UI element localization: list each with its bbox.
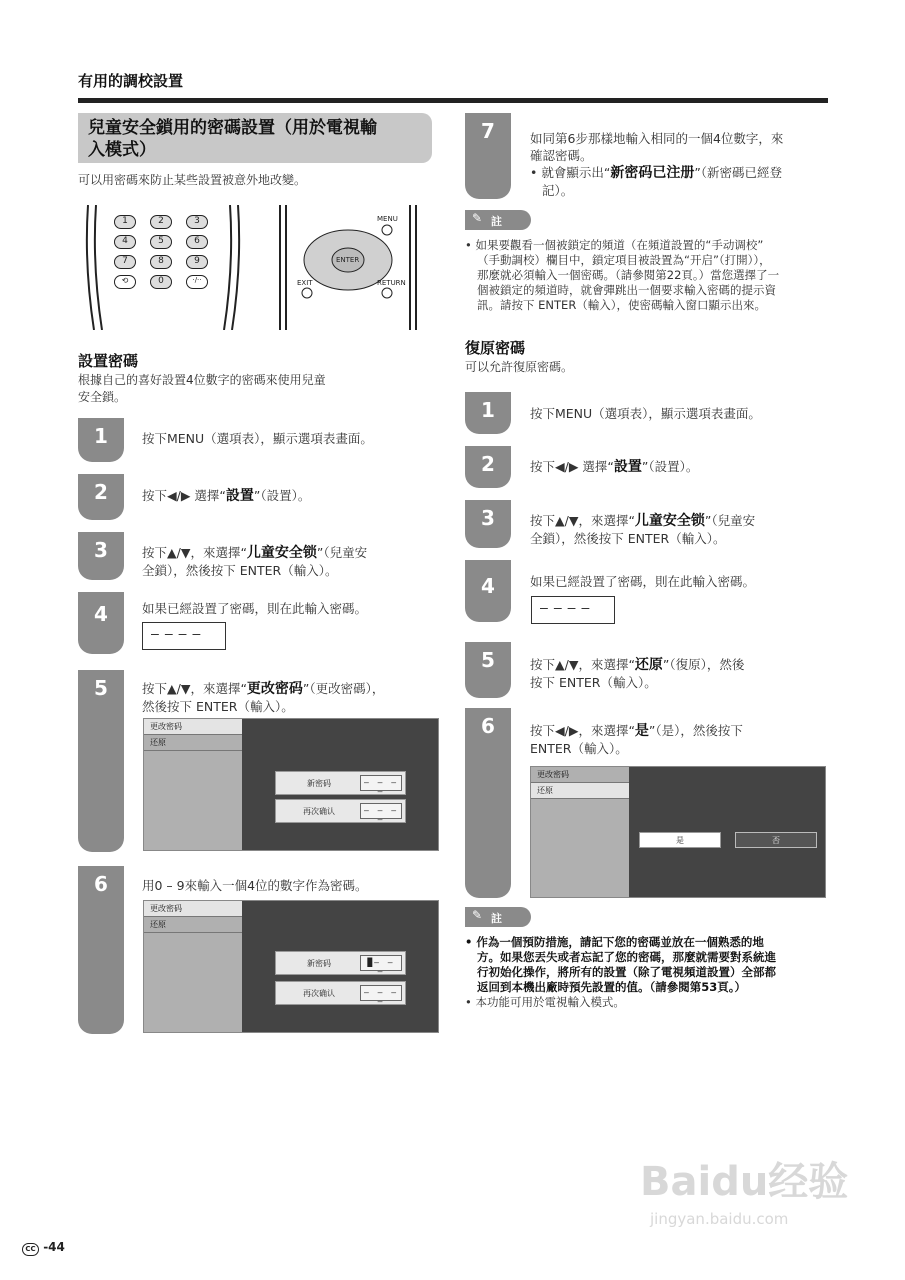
key-9[interactable]: 9 (186, 255, 208, 269)
left-step-4-text: 如果已經設置了密碼，則在此輸入密碼。 (142, 601, 368, 616)
page-header-title: 有用的調校設置 (78, 72, 184, 90)
left-step-2-pre: 按下◀/▶ 選擇“ (142, 488, 226, 503)
screen-change-password-1 (143, 718, 439, 851)
right-step-5-post: ”（復原），然後 (662, 657, 745, 672)
screen1-confirm-label: 再次确认 (303, 807, 335, 816)
right-step-5-tab: 5 (465, 642, 511, 698)
right-step-1-tab: 1 (465, 392, 511, 434)
cc-icon: CC (22, 1243, 39, 1256)
note2-pencil-icon: ✎ (472, 908, 483, 922)
right-step-5-bold: 还原 (634, 657, 663, 673)
screen3-menu (531, 767, 629, 897)
left-step-2-tab: 2 (78, 474, 124, 520)
left-step-5-post: ”（更改密碼）， (302, 681, 385, 696)
right-step-3-pre: 按下▲/▼，來選擇“ (530, 513, 635, 528)
note2-line-1: 方。如果您丟失或者忘記了您的密碼，那麼就需要對系統進 (477, 950, 776, 964)
exit-key-label: EXIT (297, 279, 313, 287)
note1-line-4: 訊。請按下 ENTER（輸入），使密碼輸入窗口顯示出來。 (477, 298, 767, 312)
screen3-menu-reset[interactable]: 还原 (531, 783, 629, 799)
left-step-3-bold: 儿童安全锁 (246, 545, 317, 561)
return-key-label: RETURN (377, 279, 406, 287)
watermark-url: jingyan.baidu.com (650, 1210, 789, 1228)
enter-key-label[interactable]: ENTER (336, 256, 360, 264)
left-step-2-text (142, 487, 310, 505)
right-step-7-bullet-post: ”（新密碼已經登 (694, 165, 783, 180)
key-2[interactable]: 2 (150, 215, 172, 229)
screen2-menu-reset[interactable]: 还原 (144, 917, 242, 933)
note2-tag-label: 註 (491, 912, 502, 925)
note1-line-0: • 如果要觀看一個被鎖定的頻道（在頻道設置的“手动调校” (465, 238, 764, 252)
screen1-new-password-label: 新密码 (307, 779, 331, 788)
screen3-menu-change-password[interactable]: 更改密码 (531, 767, 629, 783)
note1-tag-label: 註 (491, 215, 502, 228)
left-step-5-line2: 然後按下 ENTER（輸入）。 (142, 699, 294, 714)
right-step-6-post: ”（是），然後按下 (648, 723, 743, 738)
key-dot[interactable]: ·/·· (186, 275, 208, 289)
screen2-confirm-field[interactable] (275, 981, 406, 1005)
left-step-5-tab: 5 (78, 670, 124, 852)
right-step-7-bullet-pre: • 就會顯示出“ (530, 165, 611, 180)
set-password-desc-line1: 根據自己的喜好設置4位數字的密碼來使用兒童 (78, 373, 326, 387)
right-step-6-bold: 是 (634, 723, 649, 739)
right-step-6-line2: ENTER（輸入）。 (530, 741, 628, 756)
header-rule (78, 98, 828, 103)
right-step-3-text (530, 512, 830, 547)
left-step-4-tab: 4 (78, 592, 124, 654)
right-step-2-post: ”（設置）。 (641, 459, 699, 474)
left-step-3-tab: 3 (78, 532, 124, 580)
screen-reset-confirm (530, 766, 826, 898)
screen2-new-password-label: 新密码 (307, 959, 331, 968)
left-step-3-line2: 全鎖），然後按下 ENTER（輸入）。 (142, 563, 338, 578)
left-step-4-password-box[interactable]: –––– (142, 622, 226, 650)
set-password-heading: 設置密碼 (78, 352, 139, 370)
note2-line-3: 返回到本機出廠時預先設置的值。（請參閱第53頁。） (477, 980, 747, 994)
right-step-2-bold: 設置 (613, 459, 642, 475)
right-step-2-tab: 2 (465, 446, 511, 488)
remote-illustration (80, 205, 420, 330)
left-step-1-tab: 1 (78, 418, 124, 462)
key-6[interactable]: 6 (186, 235, 208, 249)
keypad (114, 215, 224, 289)
note2-line-2: 行初始化操作，將所有的設置（除了電視頻道設置）全部都 (477, 965, 776, 979)
right-step-7-text (530, 130, 830, 199)
right-step-6-tab: 6 (465, 708, 511, 898)
right-step-1-text: 按下MENU（選項表），顯示選項表畫面。 (530, 406, 761, 421)
note1-text (465, 238, 831, 313)
section-title-line2: 入模式） (88, 140, 156, 160)
right-step-4-tab: 4 (465, 560, 511, 622)
left-step-1-text: 按下MENU（選項表），顯示選項表畫面。 (142, 431, 373, 446)
section-title (78, 113, 432, 163)
right-step-5-pre: 按下▲/▼，來選擇“ (530, 657, 635, 672)
set-password-desc (78, 372, 326, 406)
page-number: -44 (43, 1240, 65, 1254)
reset-heading: 復原密碼 (465, 339, 526, 357)
right-step-3-post: ”（兒童安 (704, 513, 756, 528)
right-step-7-line2: 確認密碼。 (530, 148, 593, 163)
right-step-4-password-box[interactable]: –––– (531, 596, 615, 624)
right-step-3-tab: 3 (465, 500, 511, 548)
left-step-3-text (142, 544, 442, 579)
page-footer (22, 1240, 65, 1256)
key-3[interactable]: 3 (186, 215, 208, 229)
left-step-3-pre: 按下▲/▼，來選擇“ (142, 545, 247, 560)
right-step-5-line2: 按下 ENTER（輸入）。 (530, 675, 657, 690)
section-intro: 可以用密碼來防止某些設置被意外地改變。 (78, 173, 307, 187)
right-step-7-bullet-bold: 新密码已注册 (610, 165, 695, 181)
key-5[interactable]: 5 (150, 235, 172, 249)
watermark-brand: Baidu经验 (640, 1159, 849, 1205)
key-1[interactable]: 1 (114, 215, 136, 229)
right-step-7-tab: 7 (465, 113, 511, 199)
left-step-2-bold: 設置 (225, 488, 254, 504)
right-step-6-pre: 按下◀/▶，來選擇“ (530, 723, 635, 738)
note1-line-3: 個被鎖定的頻道時，就會彈跳出一個要求輸入密碼的提示資 (477, 283, 776, 297)
left-step-3-post: ”（兒童安 (316, 545, 368, 560)
right-step-4-text: 如果已經設置了密碼，則在此輸入密碼。 (530, 574, 756, 589)
screen1-menu (144, 719, 242, 850)
key-4[interactable]: 4 (114, 235, 136, 249)
screen1-menu-change-password[interactable]: 更改密码 (144, 719, 242, 735)
left-step-5-bold: 更改密码 (246, 681, 303, 697)
note1-line-1: （手動調校）欄目中，鎖定項目被設置為“开启”（打開））， (477, 253, 771, 267)
reset-desc: 可以允許復原密碼。 (465, 360, 574, 374)
right-step-2-pre: 按下◀/▶ 選擇“ (530, 459, 614, 474)
key-8[interactable]: 8 (150, 255, 172, 269)
left-step-6-text: 用0 – 9來輸入一個4位的數字作為密碼。 (142, 878, 368, 893)
left-step-5-text (142, 680, 442, 715)
right-step-2-text (530, 458, 698, 476)
screen2-new-password-field[interactable] (275, 951, 406, 975)
screen2-menu (144, 901, 242, 1032)
note-pencil-icon: ✎ (472, 211, 483, 225)
menu-key-label: MENU (377, 215, 398, 223)
screen1-confirm-value[interactable]: – – – – (360, 803, 402, 819)
screen2-confirm-label: 再次确认 (303, 989, 335, 998)
section-title-line1: 兒童安全鎖用的密碼設置（用於電視輸 (88, 118, 377, 138)
no-button[interactable]: 否 (735, 832, 817, 848)
set-password-desc-line2: 安全鎖。 (78, 390, 127, 404)
screen2-menu-change-password[interactable]: 更改密码 (144, 901, 242, 917)
screen1-confirm-field[interactable] (275, 799, 406, 823)
yes-button[interactable]: 是 (639, 832, 721, 848)
note2-text (465, 935, 831, 1010)
right-step-3-bold: 儿童安全锁 (634, 513, 705, 529)
screen1-new-password-field[interactable] (275, 771, 406, 795)
screen1-menu-reset[interactable]: 还原 (144, 735, 242, 751)
left-step-6-tab: 6 (78, 866, 124, 1034)
screen2-confirm-value[interactable]: – – – – (360, 985, 402, 1001)
right-step-6-text (530, 722, 830, 757)
right-step-7-bullet-line2: 記）。 (542, 183, 574, 198)
screen-change-password-2 (143, 900, 439, 1033)
note2-last: • 本功能可用於電視輸入模式。 (465, 995, 625, 1009)
key-flashback[interactable]: ⟲ (114, 275, 136, 289)
screen1-new-password-value[interactable]: – – – – (360, 775, 402, 791)
left-step-5-pre: 按下▲/▼，來選擇“ (142, 681, 247, 696)
key-7[interactable]: 7 (114, 255, 136, 269)
key-0[interactable]: 0 (150, 275, 172, 289)
note1-line-2: 那麼就必須輸入一個密碼。（請參閱第22頁。）當您選擇了一 (477, 268, 780, 282)
right-step-3-line2: 全鎖），然後按下 ENTER（輸入）。 (530, 531, 726, 546)
screen2-new-password-value[interactable]: █– – – (360, 955, 402, 971)
right-step-5-text (530, 656, 830, 691)
note2-line-0: • 作為一個預防措施，請記下您的密碼並放在一個熟悉的地 (465, 935, 764, 949)
left-step-2-post: ”（設置）。 (253, 488, 311, 503)
right-step-7-line1: 如同第6步那樣地輸入相同的一個4位數字，來 (530, 131, 784, 146)
